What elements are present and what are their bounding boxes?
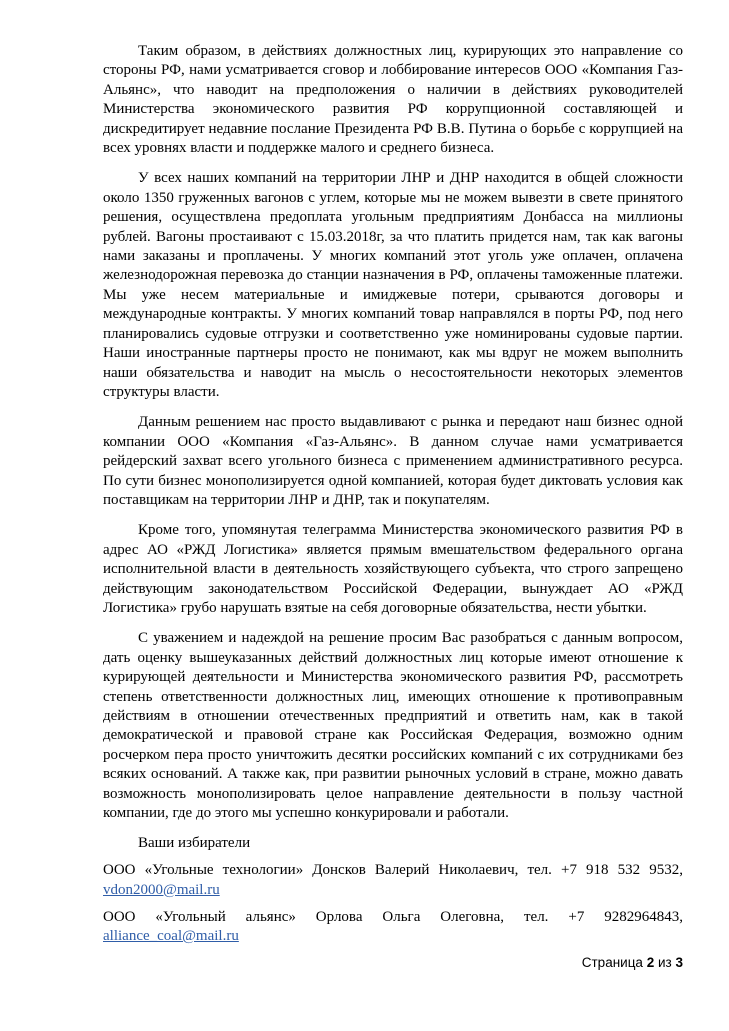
paragraph-conclusion-collusion: Таким образом, в действиях должностных лиц, курирующих это направление со стороны РФ, нами усматривается сговор и лоббирование интересов ООО «Компания Газ-Альянс», что наводит на предположения о наличии в действиях руководителей Министерства экономического развития РФ коррупционной составляющей и дискредитирует недавние послание Президента РФ В.В. Путина о борьбе с коррупцией на всех уровнях власти и поддержке малого и среднего бизнеса. [103,43,683,157]
footer-total-pages: 3 [675,955,683,970]
paragraph-request-resolution: С уважением и надеждой на решение просим Вас разобраться с данным вопросом, дать оценку вышеуказанных действий должностных лиц которые имеют отношение к курирующей деятельности и Министерства экономического развития РФ, рассмотреть степень ответственности должностных лиц, имеющих отношение к противоправным действиям в отношении отечественных предприятий и ответить нам, как в такой демократической и правовой стране как Российская Федерация, возможно одним росчерком пера просто уничтожить десятки российских компаний с их сотрудниками без всяких оснований. А также как, при развитии рыночных условий в стране, можно давать возможность монополизировать целое направление деятельности в пользу частной компании, где до этого мы успешно конкурировали и работали. [103,630,683,822]
signature-line: Ваши избиратели [138,835,251,852]
contact-text: ООО «Угольный альянс» Орлова Ольга Олеговна, тел. +7 9282964843, [103,908,683,925]
page-footer [103,955,683,970]
paragraph-wagons-losses: У всех наших компаний на территории ЛНР и ДНР находится в общей сложности около 1350 груженных вагонов с углем, которые мы не можем вывезти в свете принятого решения, осуществлена предоплата угольным предприятиям Донбасса на миллионы рублей. Вагоны простаивают с 15.03.2018г, за что платить придется нам, так как вагоны нами заказаны и проплачены. У многих компаний этот уголь уже оплачен, оплачена железнодорожная перевозка до станции назначения в РФ, оплачены таможенные платежи. Мы уже несем материальные и имиджевые потери, срываются договоры и международные контракты. У многих компаний товар направлялся в порты РФ, под него планировались судовые отгрузки и соответственно уже номинированы судовые партии. Наши иностранные партнеры просто не понимают, как мы вдруг не можем выполнить наши обязательства и наводит на мысль о несостоятельности некоторых элементов структуры власти. [103,170,683,400]
footer-label: Страница [581,955,643,970]
email-link[interactable]: vdon2000@mail.ru [103,881,220,898]
contact-line [103,861,683,900]
footer-of-word: из [657,955,672,970]
footer-page-number: 2 [646,955,655,970]
contact-text: ООО «Угольные технологии» Донсков Валерий Николаевич, тел. +7 918 532 9532, [103,862,683,879]
paragraph-market-squeeze: Данным решением нас просто выдавливают с рынка и передают наш бизнес одной компании ООО «Компания «Газ-Альянс». В данном случае нами усматривается рейдерский захват всего угольного бизнеса с применением административного ресурса. По сути бизнес монополизируется одной компанией, которая будет диктовать условия как поставщикам на территории ЛНР и ДНР, так и покупателям. [103,414,683,508]
letter-body [103,42,683,954]
paragraph-telegram-interference: Кроме того, упомянутая телеграмма Министерства экономического развития РФ в адрес АО «РЖД Логистика» является прямым вмешательством федерального органа исполнительной власти в деятельность хозяйствующего субъекта, что строго запрещено действующим законодательством Российской Федерации, вынуждает АО «РЖД Логистика» грубо нарушать взятые на себя договорные обязательства, нести убытки. [103,522,683,616]
email-link[interactable]: alliance_coal@mail.ru [103,928,239,945]
contact-line [103,908,683,947]
